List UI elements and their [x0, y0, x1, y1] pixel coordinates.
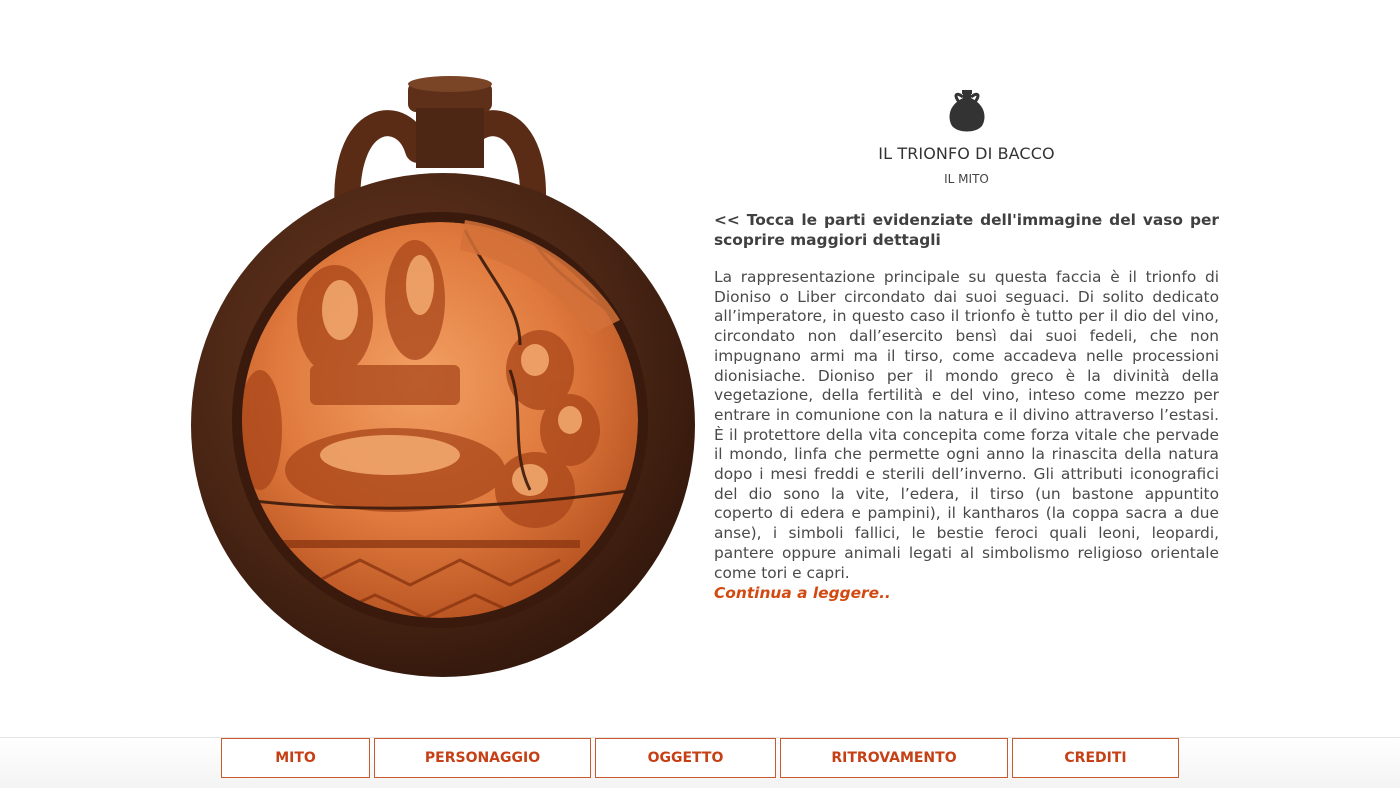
read-more-link[interactable]: Continua a leggere.. — [714, 584, 891, 603]
info-panel — [714, 88, 1219, 603]
tab-ritrovamento[interactable]: RITROVAMENTO — [780, 738, 1008, 778]
vase-neck — [408, 76, 492, 168]
tab-mito[interactable]: MITO — [221, 738, 370, 778]
tab-crediti[interactable]: CREDITI — [1012, 738, 1179, 778]
bottom-nav — [0, 737, 1400, 788]
instruction-text: << Tocca le parti evidenziate dell'immagine del vaso per scoprire maggiori dettagli — [714, 211, 1219, 249]
page-title: IL TRIONFO DI BACCO — [878, 144, 1055, 163]
description-text: La rappresentazione principale su questa faccia è il trionfo di Dioniso o Liber circondato dai suoi seguaci. Di solito dedicato all’imperatore, in questo caso il trionfo è tutto per il dio del vino, circondato non dall’esercito bensì dai suoi fedeli, che non impugnano armi ma il tirso, come accadeva nelle processioni dionisiache. Dioniso per il mondo greco è la divinità della vegetazione, della fertilità e del vino, inteso come mezzo per entrare in comunione con la natura e il divino attraverso l’estasi. È il protettore della vita concepita come forza vitale che pervade il mondo, linfa che permette ogni anno la rinascita della natura dopo i mesi freddi e sterili dell’inverno. Gli attributi iconografici del dio sono la vite, l’edera, il tirso (un bastone appuntito coperto di edera e pampini), il kantharos (la coppa sacra a due anse), i simboli fallici, le bestie feroci quali leoni, leopardi, pantere oppure animali legati al simbolismo religioso orientale come tori e capri. — [714, 268, 1219, 582]
page-subtitle: IL MITO — [944, 172, 989, 186]
vase-image[interactable] — [190, 70, 700, 680]
amphora-icon — [947, 88, 987, 136]
tab-personaggio[interactable]: PERSONAGGIO — [374, 738, 591, 778]
tab-oggetto[interactable]: OGGETTO — [595, 738, 776, 778]
